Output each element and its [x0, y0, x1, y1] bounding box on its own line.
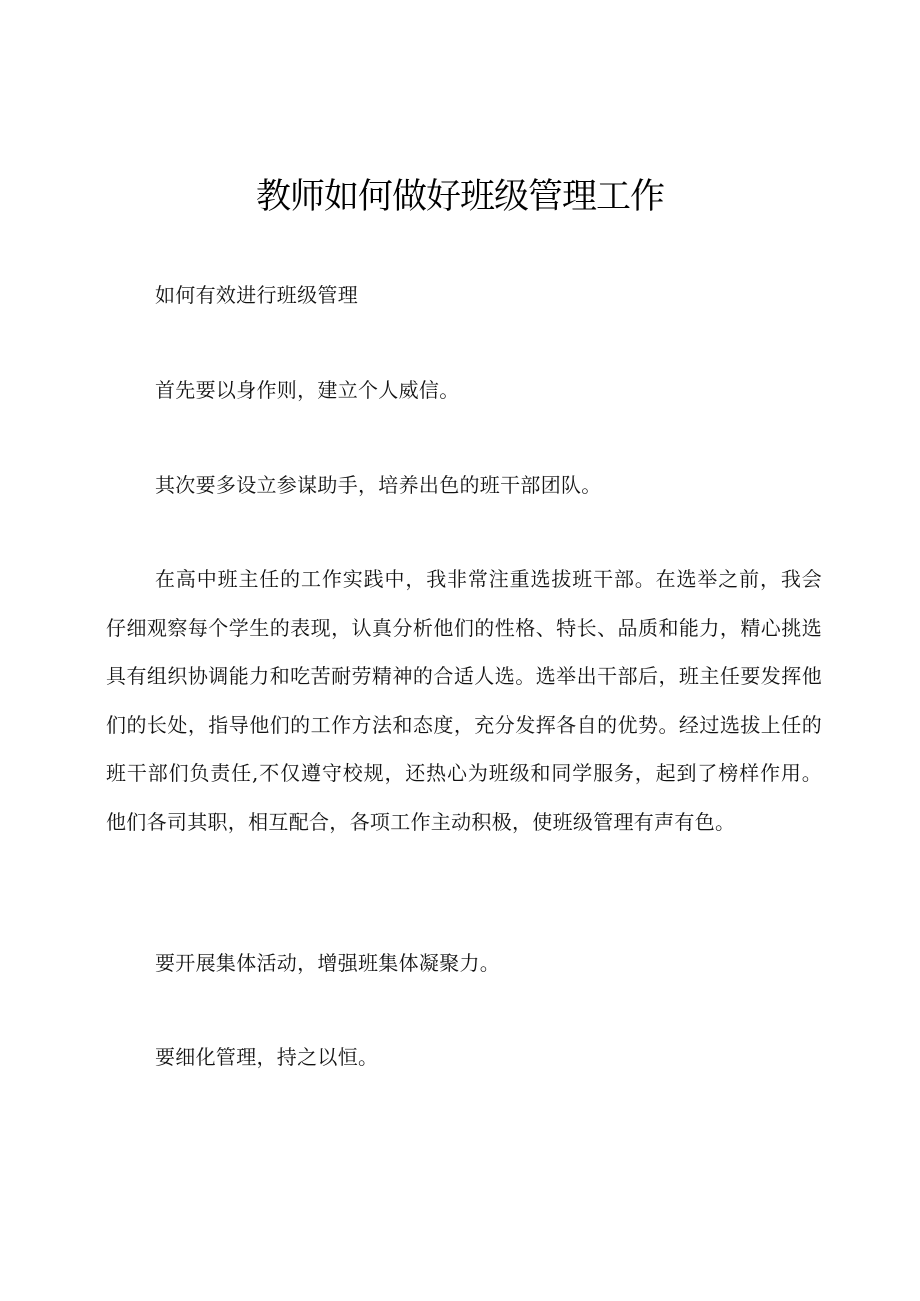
paragraph-subtitle: 如何有效进行班级管理 — [155, 283, 358, 307]
document-title: 教师如何做好班级管理工作 — [255, 177, 664, 217]
paragraph-class-cadre-team: 其次要多设立参谋助手，培养出色的班干部团队。 — [155, 473, 602, 497]
paragraph-collective-activities: 要开展集体活动，增强班集体凝聚力。 — [155, 951, 501, 975]
paragraph-lead-by-example: 首先要以身作则，建立个人威信。 — [155, 378, 460, 402]
paragraph-detailed-management: 要细化管理，持之以恒。 — [155, 1045, 379, 1069]
paragraph-cadre-selection-practice: 在高中班主任的工作实践中，我非常注重选拔班干部。在选举之前，我会仔细观察每个学生的表现，认真分析他们的性格、特长、品质和能力，精心挑选具有组织协调能力和吃苦耐劳精神的合适人选。选举出干部后，班主任要发挥他们的长处，指导他们的工作方法和态度，充分发挥各自的优势。经过选拔上任的班干部们负责任,不仅遵守校规，还热心为班级和同学服务，起到了榜样作用。他们各司其职，相互配合，各项工作主动积极，使班级管理有声有色。 — [106, 567, 822, 834]
